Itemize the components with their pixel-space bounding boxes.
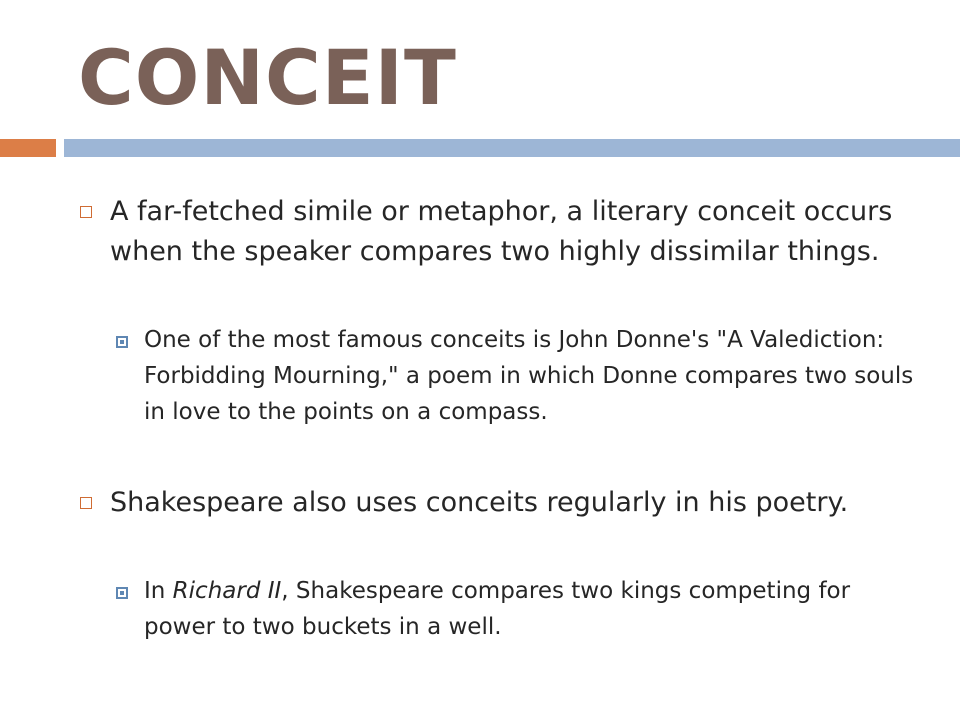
sub-bullet-richard-ii-example <box>144 573 914 645</box>
bullet-shakespeare: Shakespeare also uses conceits regularly in his poetry. <box>110 487 849 518</box>
play-title: Richard II <box>172 578 282 604</box>
bullet-definition: A far-fetched simile or metaphor, a literary conceit occurs when the speaker compares two highly dissimilar things. <box>110 196 893 267</box>
sub-bullet-suffix: , Shakespeare compares two kings competing for power to two buckets in a well. <box>144 578 858 640</box>
square-bullet-icon <box>116 587 128 599</box>
square-bullet-icon <box>80 206 92 218</box>
sub-bullet-prefix: In <box>144 578 173 604</box>
square-bullet-icon <box>80 497 92 509</box>
sub-bullet-donne-example: One of the most famous conceits is John Donne's "A Valediction: Forbidding Mourning," a poem in which Donne compares two souls in love to the points on a compass. <box>144 327 914 425</box>
slide-title: CONCEIT <box>78 33 457 122</box>
square-bullet-icon <box>116 336 128 348</box>
